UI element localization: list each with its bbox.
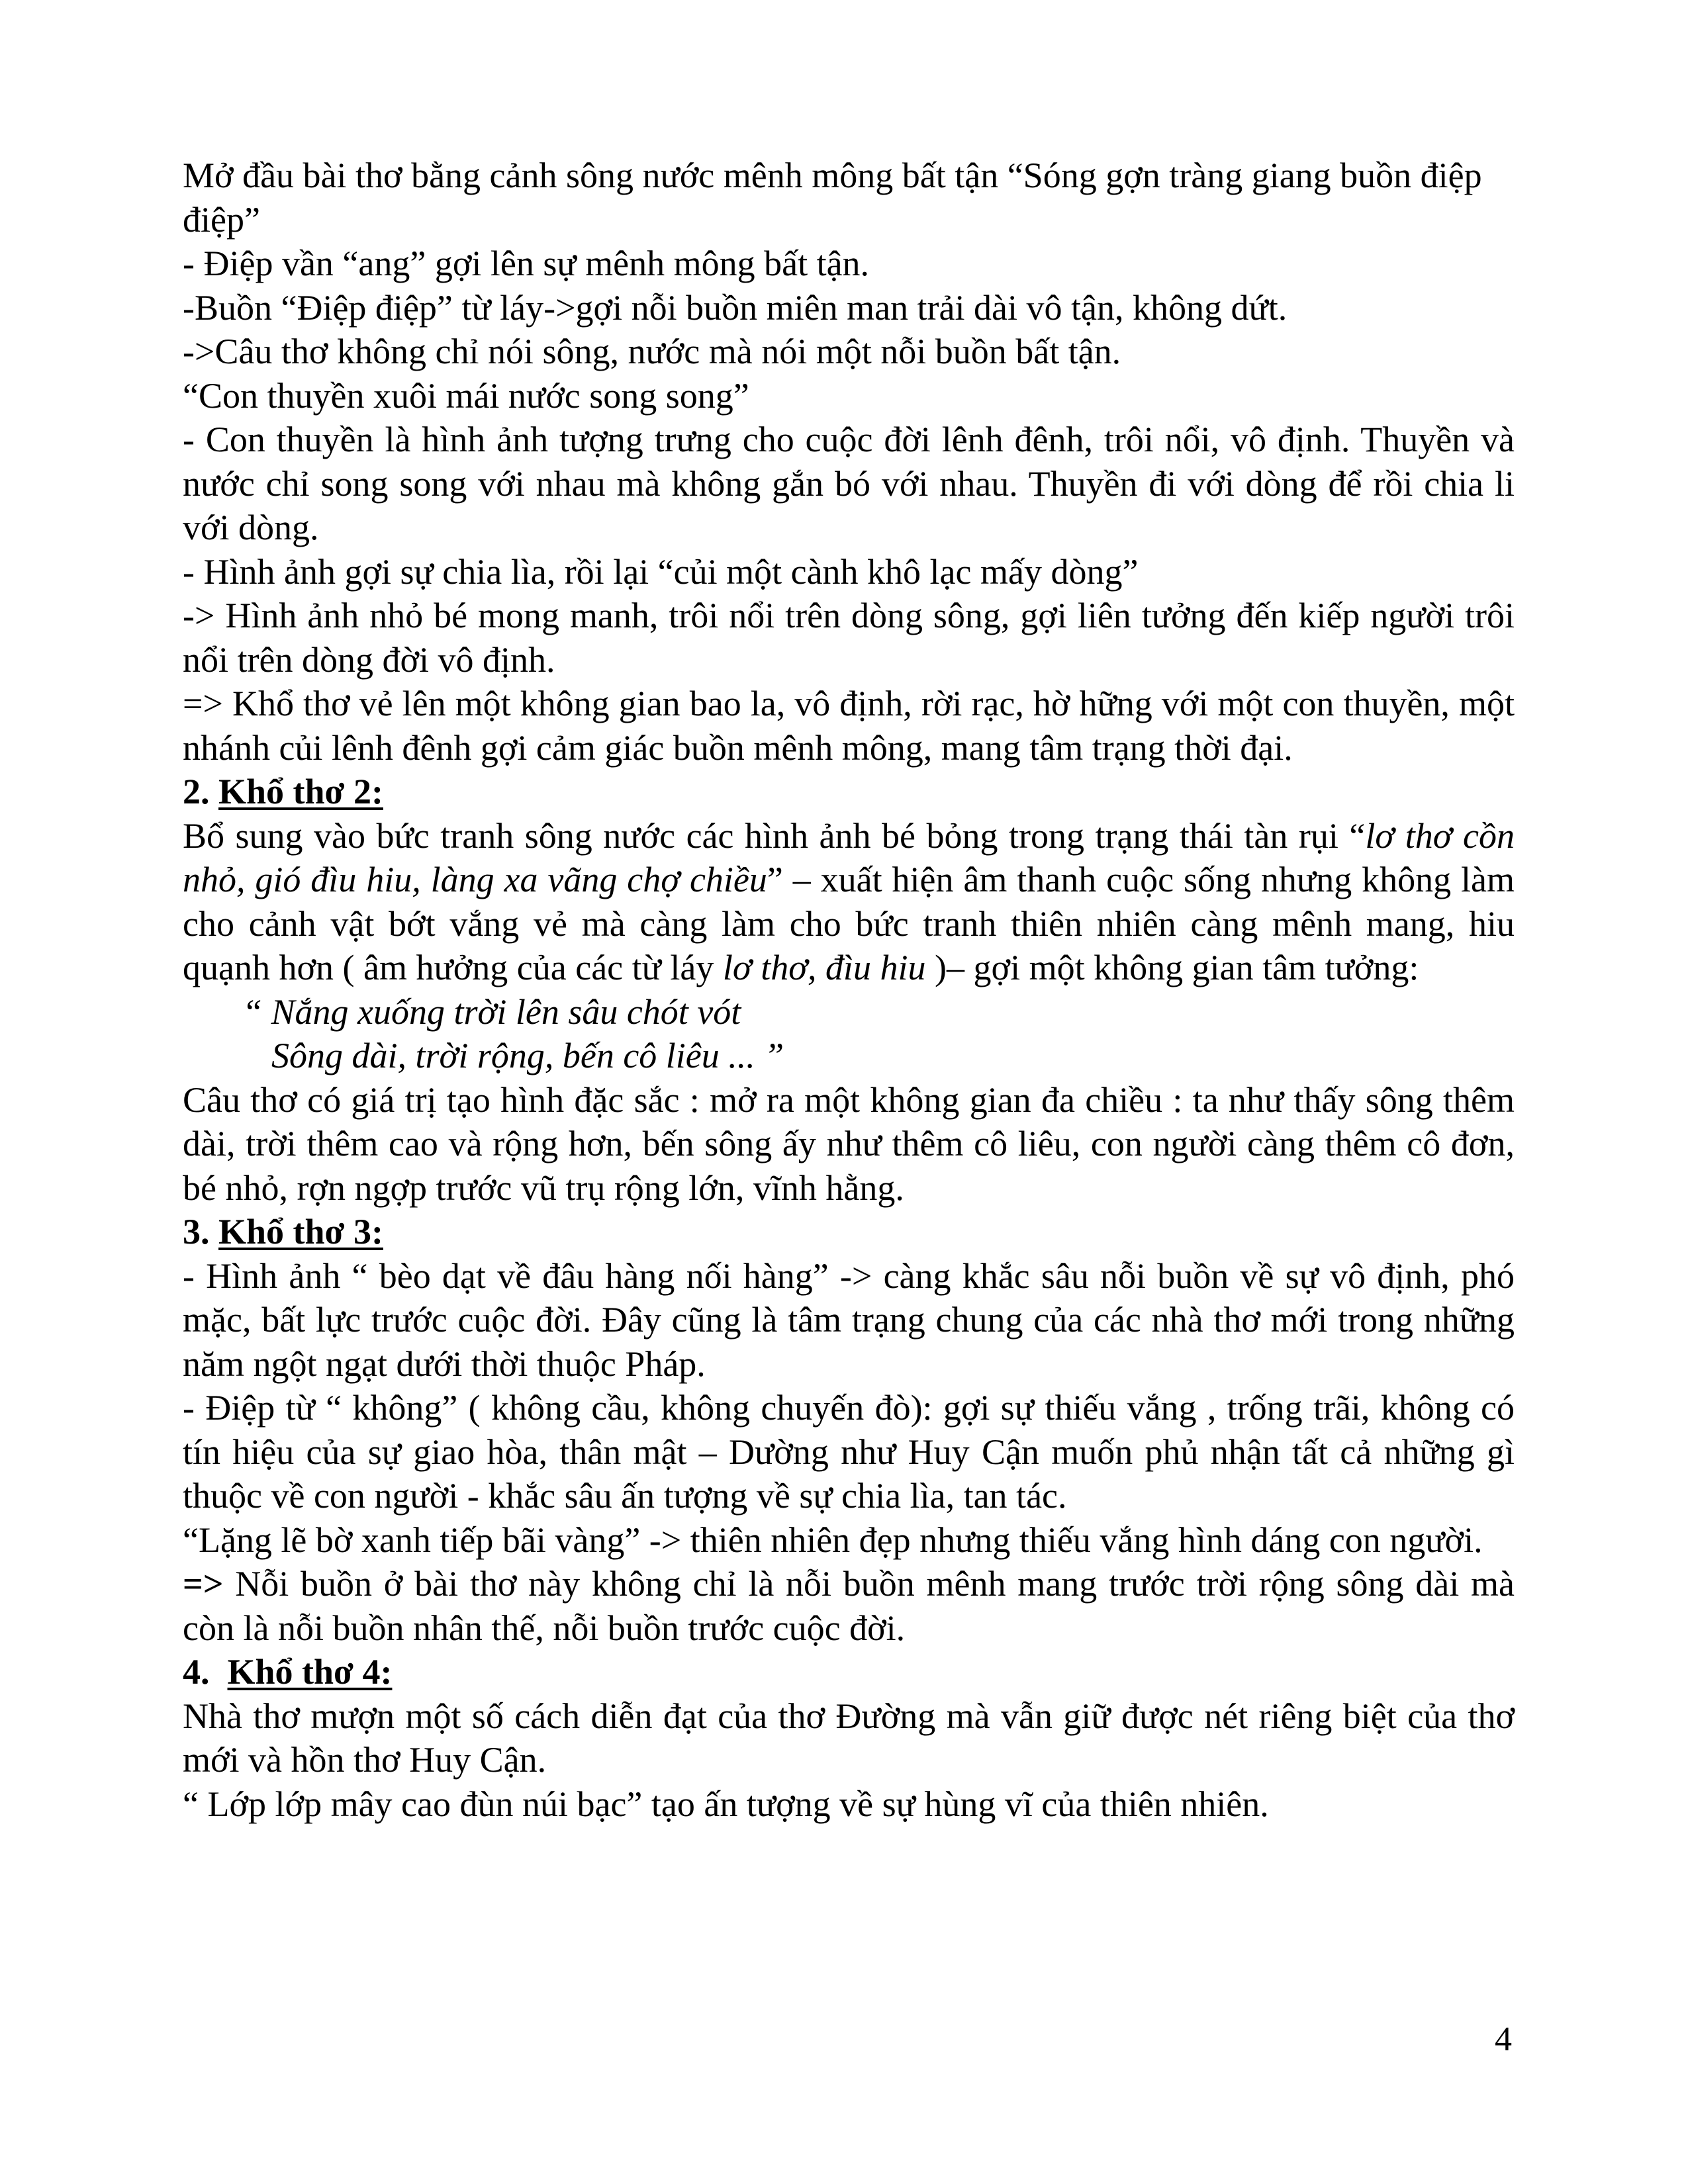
section-number: 4. [183,1652,218,1692]
section3-line: - Điệp từ “ không” ( không cầu, không chuyến đò): gợi sự thiếu vắng , trống trãi, không có tín hiệu của sự giao hòa, thân mật – Dường như Huy Cận muốn phủ nhận tất cả những gì thuộc về con người - khắc sâu ấn tượng về sự chia lìa, tan tác. [183,1388,1515,1516]
section3-line: “Lặng lẽ bờ xanh tiếp bãi vàng” -> thiên nhiên đẹp nhưng thiếu vắng hình dáng con người. [183,1520,1483,1560]
quote-line: “Con thuyền xuôi mái nước song song” [183,375,749,416]
text-run: Nỗi buồn ở bài thơ này không chỉ là nỗi buồn mênh mang trước trời rộng sông dài mà còn là nỗi buồn nhân thế, nỗi buồn trước cuộc đời. [183,1564,1515,1648]
page-number: 4 [1495,2021,1512,2058]
italic-quote: lơ thơ cồn nhỏ, gió đìu hiu, làng xa vãng chợ chiều [183,815,1515,899]
paragraph-line: - Hình ảnh gợi sự chia lìa, rồi lại “củi một cành khô lạc mấy dòng” [183,551,1139,592]
section-title: Khổ thơ 4: [227,1652,393,1692]
paragraph-line: ->Câu thơ không chỉ nói sông, nước mà nói một nỗi buồn bất tận. [183,332,1121,371]
paragraph-line: - Điệp vần “ang” gợi lên sự mênh mông bất tận. [183,244,870,283]
text-run: )– gợi một không gian tâm tưởng: [925,948,1419,987]
section3-line: - Hình ảnh “ bèo dạt về đâu hàng nối hàng” -> càng khắc sâu nỗi buồn về sự vô định, phó mặc, bất lực trước cuộc đời. Đây cũng là tâm trạng chung của các nhà thơ mới trong những năm ngột ngạt dưới thời thuộc Pháp. [183,1255,1515,1384]
section-title: Khổ thơ 2: [218,772,383,811]
paragraph-intro: Mở đầu bài thơ bằng cảnh sông nước mênh mông bất tận “Sóng gợn tràng giang buồn điệp điệp” [183,156,1482,240]
section-number: 3. [183,1212,210,1251]
paragraph-line: -Buồn “Điệp điệp” từ láy->gợi nỗi buồn miên man trải dài vô tận, không dứt. [183,287,1288,328]
section-heading-4 [183,1650,1515,1694]
text-run: ” – xuất hiện âm thanh cuộc sống nhưng không làm cho cảnh vật bớt vắng vẻ mà càng làm cho bức tranh thiên nhiên càng mênh mang, hiu quạnh hơn ( âm hưởng của các từ láy [183,860,1515,987]
section2-analysis: Câu thơ có giá trị tạo hình đặc sắc : mở ra một không gian đa chiều : ta như thấy sông thêm dài, trời thêm cao và rộng hơn, bến sông ấy như thêm cô liêu, con người càng thêm cô đơn, bé nhỏ, rợn ngợp trước vũ trụ rộng lớn, vĩnh hằng. [183,1079,1515,1208]
page-content [183,154,1515,1826]
section2-paragraph [183,814,1515,990]
section4-line: “ Lớp lớp mây cao đùn núi bạc” tạo ấn tượng về sự hùng vĩ của thiên nhiên. [183,1784,1269,1824]
conclusion-arrow: => [183,1564,224,1604]
section-heading-2 [183,770,1515,814]
section-number: 2. [183,772,210,811]
paragraph-line: -> Hình ảnh nhỏ bé mong manh, trôi nổi trên dòng sông, gợi liên tưởng đến kiếp người trôi nổi trên dòng đời vô định. [183,596,1515,680]
verse-line: “ Nắng xuống trời lên sâu chót vót [242,991,741,1032]
italic-term: lơ thơ, đìu hiu [722,948,926,987]
text-run: Bổ sung vào bức tranh sông nước các hình ảnh bé bỏng trong trạng thái tàn rụi “ [183,815,1366,856]
section-heading-3 [183,1210,1515,1254]
verse-line: Sông dài, trời rộng, bến cô liêu ... ” [271,1036,784,1075]
section3-conclusion [183,1562,1515,1650]
section-title: Khổ thơ 3: [218,1212,383,1251]
section4-line: Nhà thơ mượn một số cách diễn đạt của thơ Đường mà vẫn giữ được nét riêng biệt của thơ mới và hồn thơ Huy Cận. [183,1696,1515,1780]
paragraph-line: => Khổ thơ vẻ lên một không gian bao la, vô định, rời rạc, hờ hững với một con thuyền, một nhánh củi lênh đênh gợi cảm giác buồn mênh mông, mang tâm trạng thời đại. [183,684,1515,768]
paragraph-line: - Con thuyền là hình ảnh tượng trưng cho cuộc đời lênh đênh, trôi nổi, vô định. Thuyền và nước chỉ song song với nhau mà không gắn bó với nhau. Thuyền đi với dòng để rồi chia li với dòng. [183,420,1515,547]
